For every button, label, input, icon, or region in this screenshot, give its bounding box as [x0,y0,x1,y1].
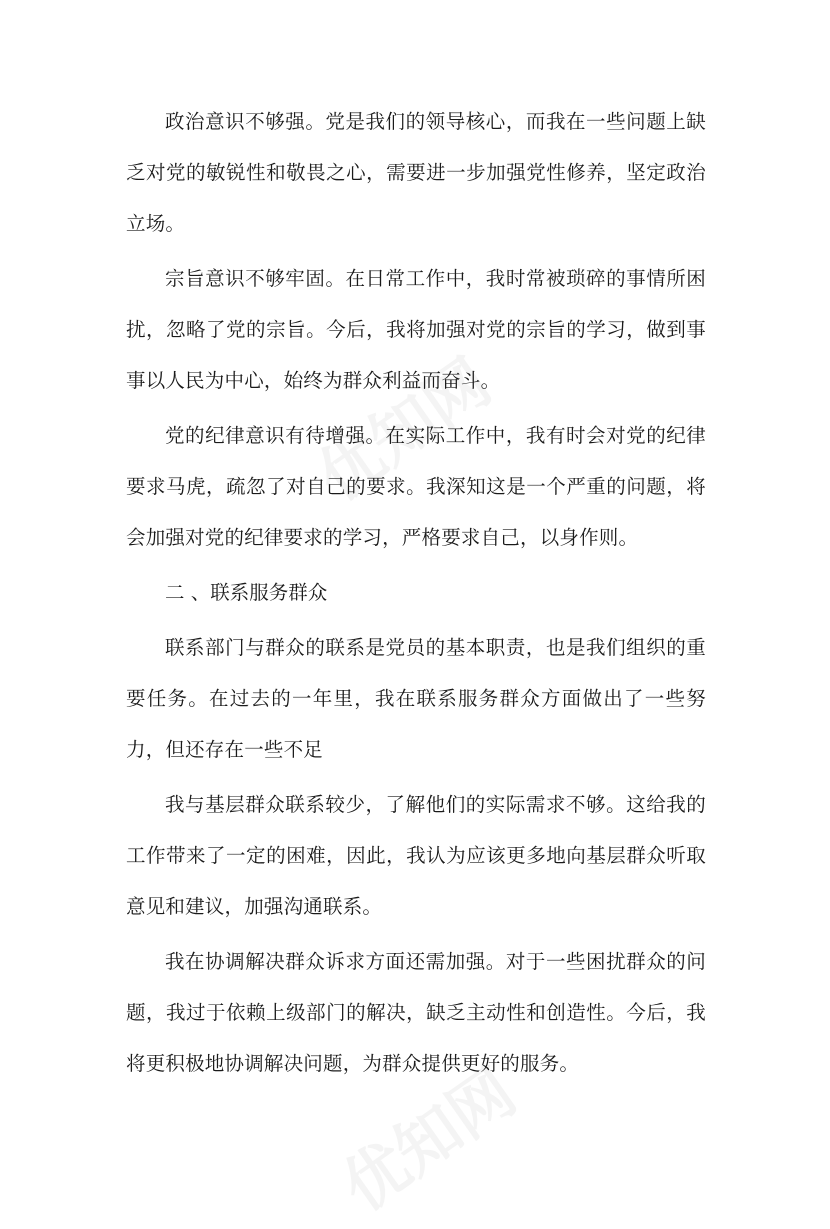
paragraph-political-awareness: 政治意识不够强。党是我们的领导核心，而我在一些问题上缺乏对党的敏锐性和敬畏之心，需要进一步加强党性修养，坚定政治立场。 [126,110,706,235]
paragraph-coordination: 我在协调解决群众诉求方面还需加强。对于一些困扰群众的问题，我过于依赖上级部门的解决，缺乏主动性和创造性。今后，我将更积极地协调解决问题，为群众提供更好的服务。 [126,950,706,1075]
paragraph-purpose-awareness: 宗旨意识不够牢固。在日常工作中，我时常被琐碎的事情所困扰，忽略了党的宗旨。今后，我将加强对党的宗旨的学习，做到事事以人民为中心，始终为群众利益而奋斗。 [126,267,706,392]
paragraph-grassroots-contact: 我与基层群众联系较少，了解他们的实际需求不够。这给我的工作带来了一定的困难，因此，我认为应该更多地向基层群众听取意见和建议，加强沟通联系。 [126,793,706,918]
section-heading: 二 、联系服务群众 [165,581,328,604]
document-body [126,96,706,1093]
paragraph-discipline-awareness: 党的纪律意识有待增强。在实际工作中，我有时会对党的纪律要求马虎，疏忽了对自己的要求。我深知这是一个严重的问题，将会加强对党的纪律要求的学习，严格要求自己，以身作则。 [126,424,706,549]
paragraph-contact-duty: 联系部门与群众的联系是党员的基本职责，也是我们组织的重要任务。在过去的一年里，我在联系服务群众方面做出了一些努力，但还存在一些不足 [126,636,706,761]
